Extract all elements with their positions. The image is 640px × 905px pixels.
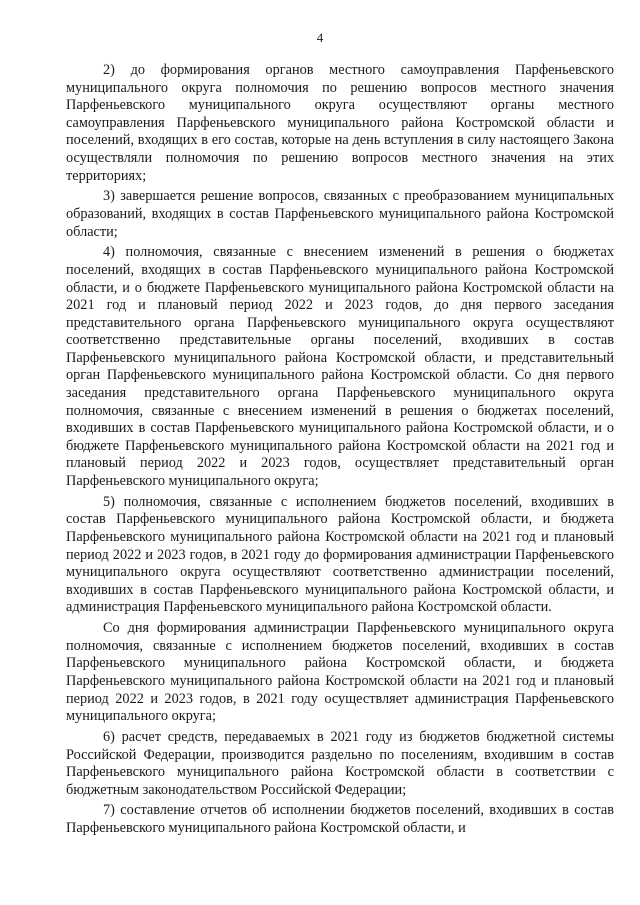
paragraph-item-5-continuation: Со дня формирования администрации Парфеньевского муниципального округа полномочия, связанные с исполнением бюджетов поселений, входивших в состав Парфеньевского муниципального района Костромской области, и бюджета Парфеньевского муниципального района Костромской области на 2021 год и плановый период 2022 и 2023 годов, в 2021 году осуществляет администрация Парфеньевского муниципального округа; xyxy=(66,620,614,725)
paragraph-item-5: 5) полномочия, связанные с исполнением бюджетов поселений, входивших в состав Парфеньевского муниципального района Костромской области, и бюджета Парфеньевского муниципального района Костромской области на 2021 год и плановый период 2022 и 2023 годов, в 2021 году до формирования администрации Парфеньевского муниципального округа осуществляют соответственно администрации поселений, входивших в состав Парфеньевского муниципального района Костромской области, и администрация Парфеньевского муниципального района Костромской области. xyxy=(66,493,614,616)
paragraph-item-6: 6) расчет средств, передаваемых в 2021 году из бюджетов бюджетной системы Российской Федерации, производится раздельно по поселениям, входившим в состав Парфеньевского муниципального района Костромской области в соответствии с бюджетным законодательством Российской Федерации; xyxy=(66,728,614,798)
page-number: 4 xyxy=(316,30,324,45)
document-body xyxy=(66,62,614,838)
paragraph-item-4: 4) полномочия, связанные с внесением изменений в решения о бюджетах поселений, входящих в состав Парфеньевского муниципального района Костромской области, и о бюджете Парфеньевского муниципального района Костромской области на 2021 год и плановый период 2022 и 2023 годов, до дня первого заседания представительного органа Парфеньевского муниципального округа осуществляют соответственно представительные органы поселений, входивших в состав Парфеньевского муниципального района Костромской области, и представительный орган Парфеньевского муниципального района Костромской области. Со дня первого заседания представительного органа Парфеньевского муниципального округа полномочия, связанные с внесением изменений в решения о бюджетах поселений, входивших в состав Парфеньевского муниципального района Костромской области, и о бюджете Парфеньевского муниципального района Костромской области на 2021 год и плановый период 2022 и 2023 годов, осуществляет представительный орган Парфеньевского муниципального округа; xyxy=(66,244,614,490)
paragraph-item-3: 3) завершается решение вопросов, связанных с преобразованием муниципальных образований, входящих в состав Парфеньевского муниципального района Костромской области; xyxy=(66,188,614,240)
paragraph-item-2: 2) до формирования органов местного самоуправления Парфеньевского муниципального округа полномочия по решению вопросов местного значения Парфеньевского муниципального округа осуществляют органы местного самоуправления Парфеньевского муниципального района Костромской области и поселений, входящих в его состав, которые на день вступления в силу настоящего Закона осуществляли полномочия по решению вопросов местного значения на этих территориях; xyxy=(66,62,614,184)
paragraph-item-7: 7) составление отчетов об исполнении бюджетов поселений, входивших в состав Парфеньевского муниципального района Костромской области, и xyxy=(66,802,614,837)
